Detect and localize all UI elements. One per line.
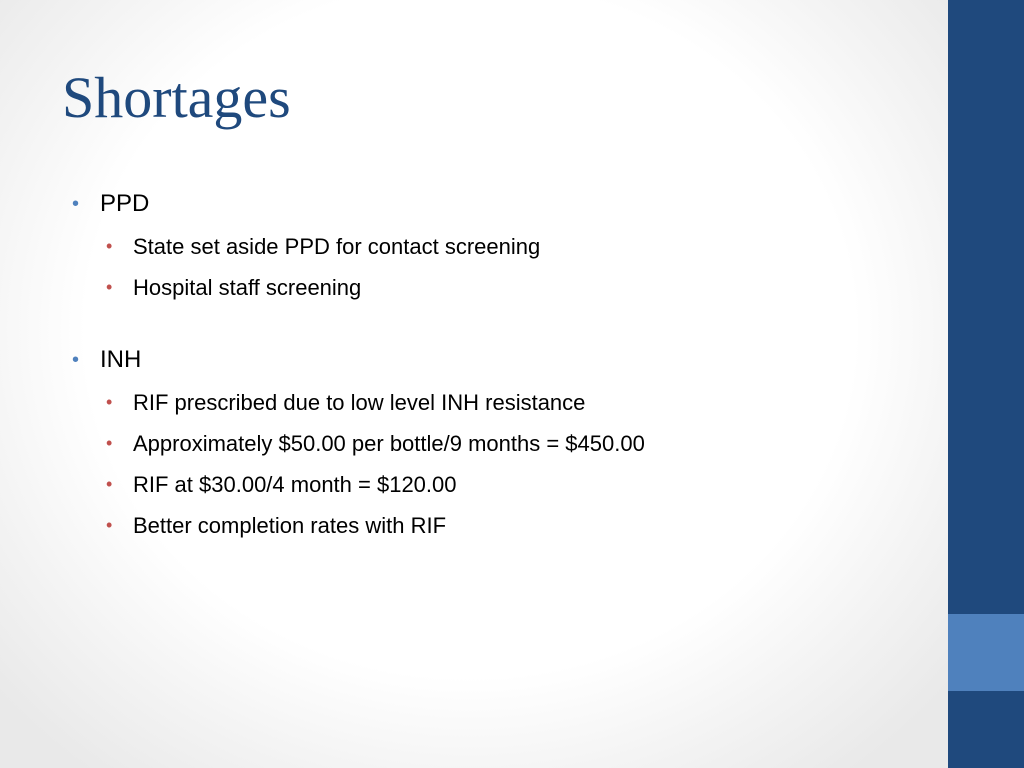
sub-bullet-icon: •	[106, 277, 113, 297]
bullet-heading: INH	[100, 346, 142, 373]
slide-title: Shortages	[62, 65, 291, 130]
sub-bullet-text: Better completion rates with RIF	[133, 513, 447, 538]
sub-bullet-icon: •	[106, 515, 113, 535]
sub-bullet-text: State set aside PPD for contact screening	[133, 234, 541, 259]
bullet-item	[72, 186, 932, 222]
sub-bullet-icon: •	[106, 392, 113, 412]
sub-bullet-item	[106, 226, 932, 267]
sub-bullet-item	[106, 382, 932, 423]
sub-bullet-text: RIF prescribed due to low level INH resistance	[133, 390, 586, 415]
sub-bullet-item	[106, 423, 932, 464]
sub-bullet-text: Approximately $50.00 per bottle/9 months = $450.00	[133, 431, 645, 456]
decorative-sidebar	[948, 0, 1024, 768]
sub-bullet-item	[106, 267, 932, 308]
sidebar-accent-block	[948, 614, 1024, 691]
bullet-icon: •	[72, 193, 80, 215]
bullet-icon: •	[72, 349, 80, 371]
sub-bullet-text: RIF at $30.00/4 month = $120.00	[133, 472, 457, 497]
bullet-group-ppd	[72, 186, 932, 308]
slide-content	[72, 186, 932, 546]
bullet-heading: PPD	[100, 190, 150, 217]
sub-bullet-item	[106, 464, 932, 505]
sub-bullet-icon: •	[106, 474, 113, 494]
sub-bullet-text: Hospital staff screening	[133, 275, 362, 300]
sub-bullet-icon: •	[106, 433, 113, 453]
sub-bullet-list	[72, 382, 932, 546]
sub-bullet-list	[72, 226, 932, 308]
sub-bullet-item	[106, 505, 932, 546]
bullet-group-inh	[72, 342, 932, 546]
sub-bullet-icon: •	[106, 236, 113, 256]
bullet-item	[72, 342, 932, 378]
